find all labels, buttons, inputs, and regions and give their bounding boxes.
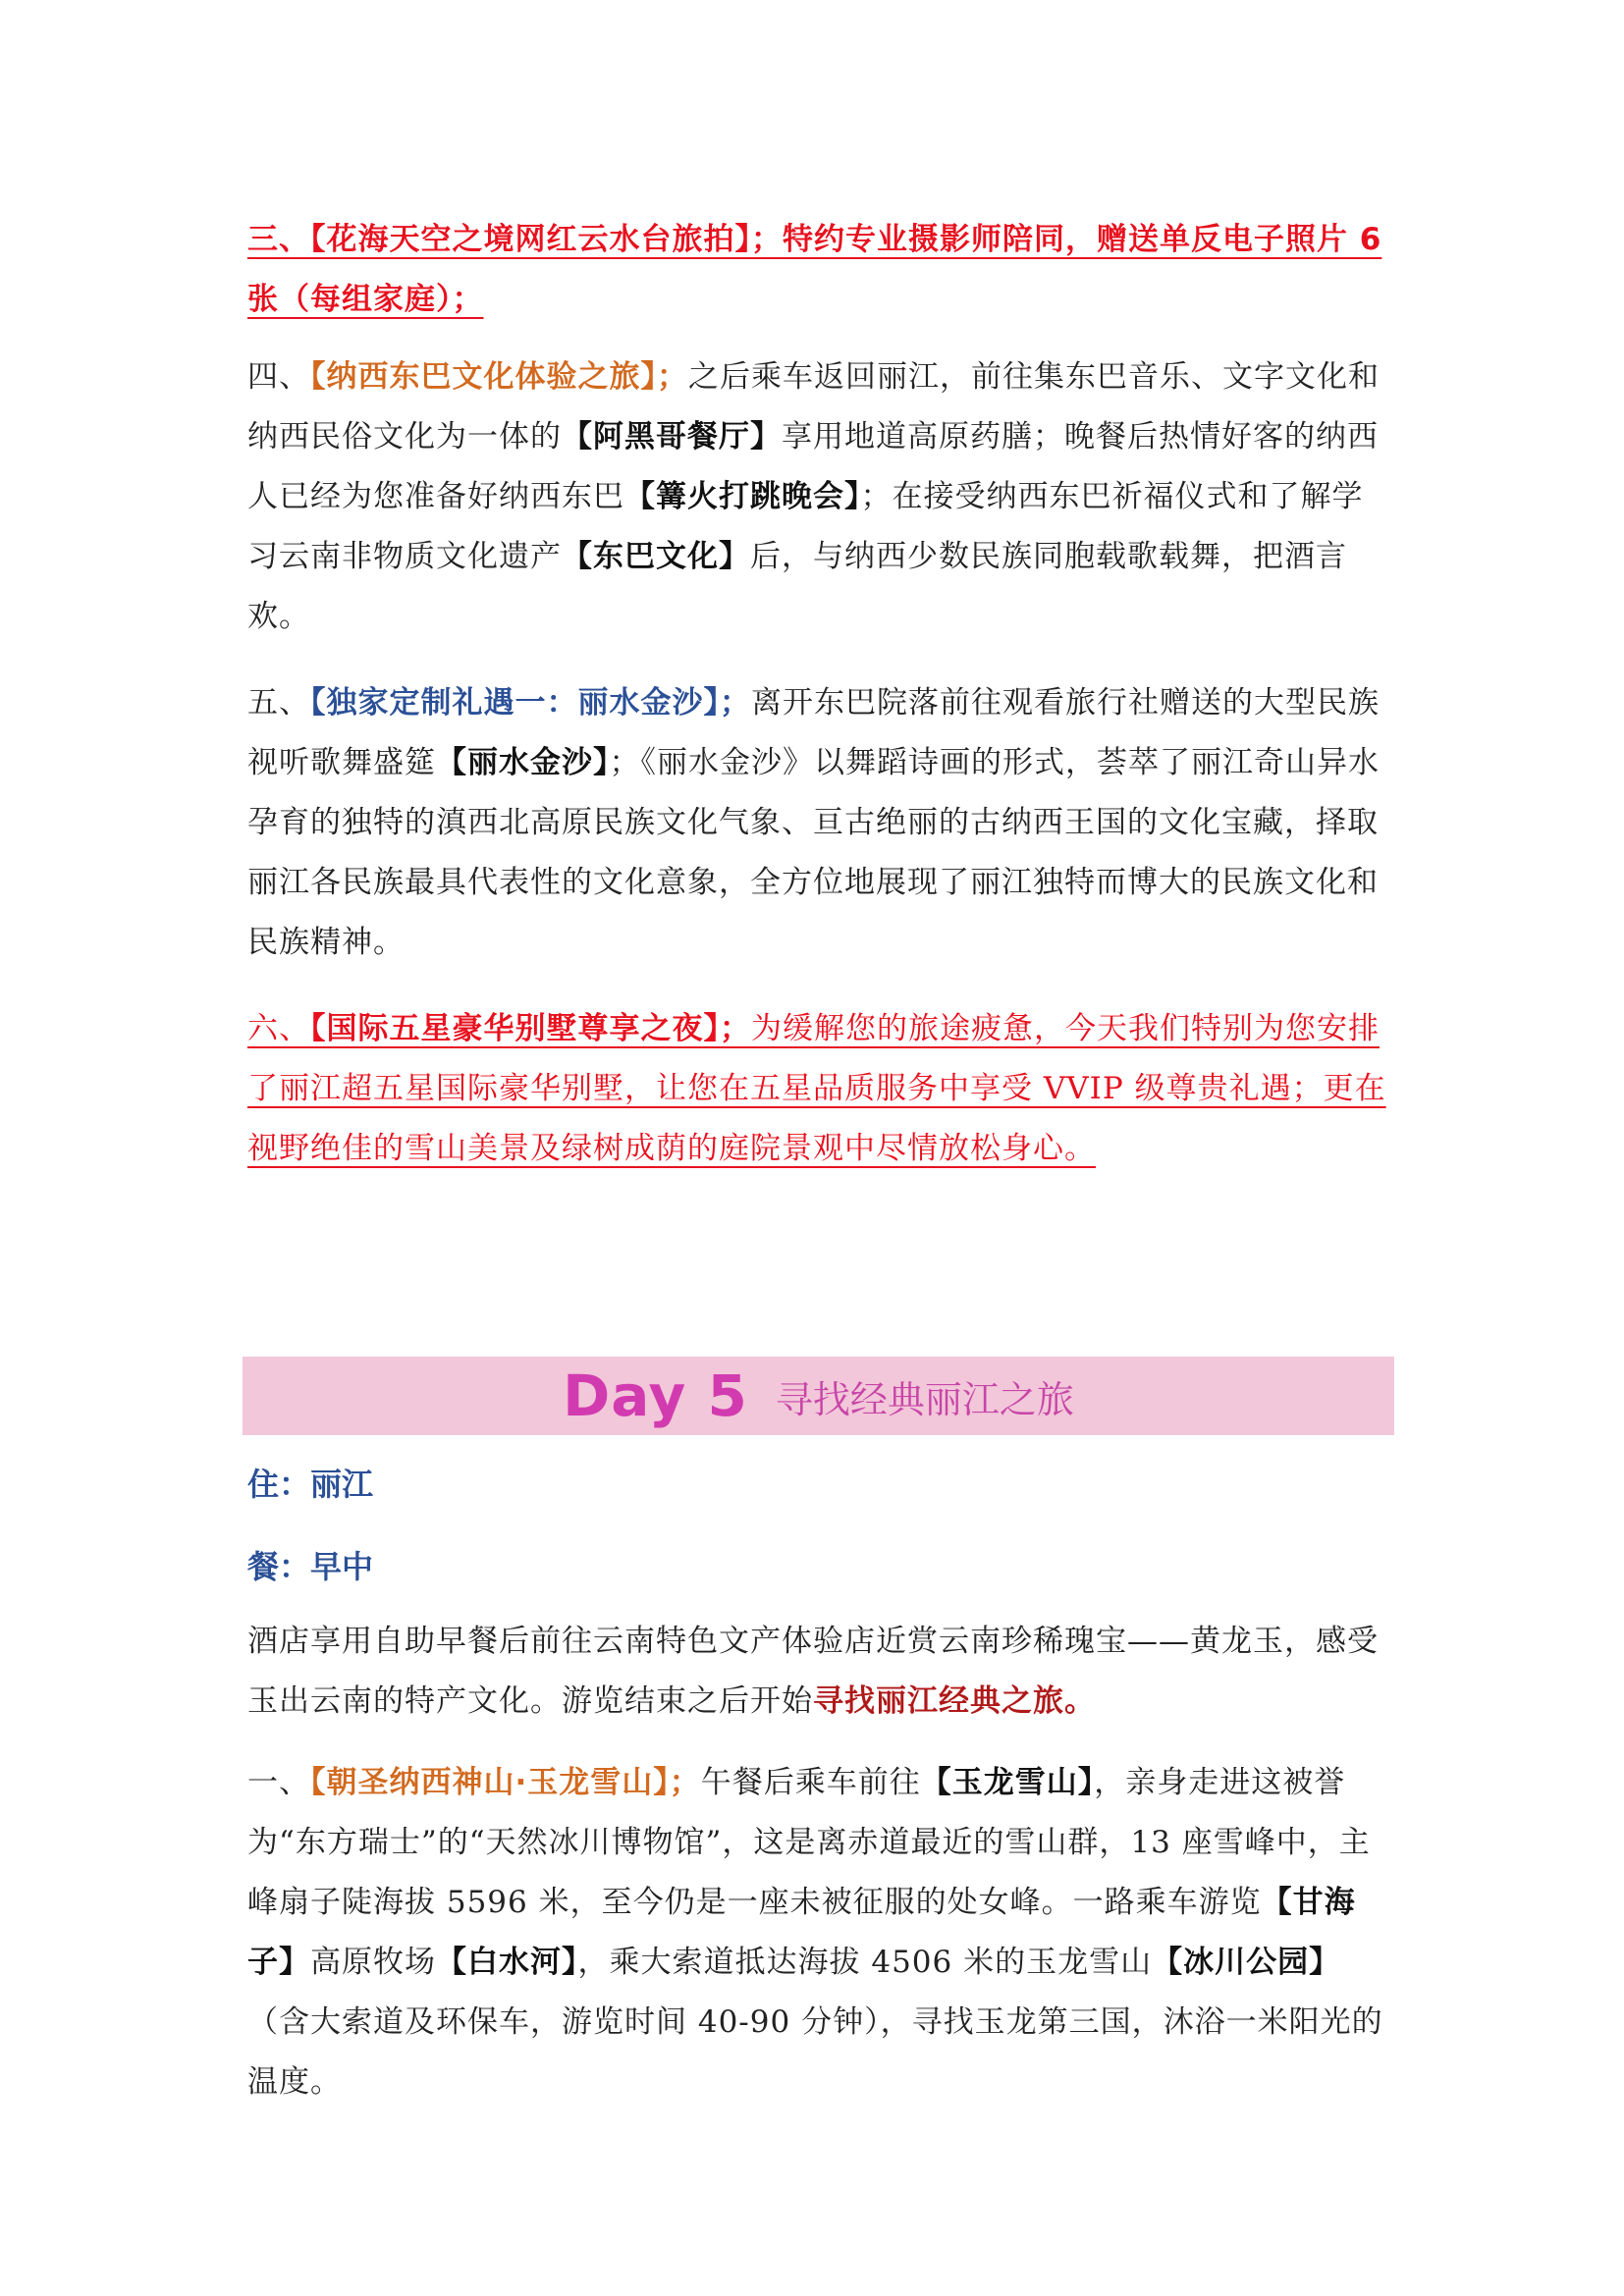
section-1-keyword-2: 【甘海子】 [247, 1885, 1356, 1980]
section-4-body-1: 之后乘车返回丽江，前往集东巴音乐、文字文化和纳西民俗文化为一体的 [247, 359, 1380, 454]
section-5-prefix: 五、 [247, 685, 310, 721]
section-6-body: 为缓解您的旅途疲惫，今天我们特别为您安排了丽江超五星国际豪华别墅，让您在五星品质服务中享受 VVIP 级尊贵礼遇；更在视野绝佳的雪山美景及绿树成荫的庭院景观中尽情放松身心。 [247, 1011, 1386, 1166]
section-4-body-4: 后，与纳西少数民族同胞载歌载舞，把酒言欢。 [247, 539, 1347, 634]
day-intro-text [247, 1612, 1386, 1732]
section-6 [247, 999, 1386, 1179]
section-4-title: 【纳西东巴文化体验之旅】； [310, 359, 688, 395]
section-4-body-2: 享用地道高原药膳；晚餐后热情好客的纳西人已经为您准备好纳西东巴 [247, 419, 1379, 514]
section-1-body-5: （含大索道及环保车，游览时间 40-90 分钟），寻找玉龙第三国，沐浴一米阳光的温度。 [247, 2004, 1383, 2100]
section-6-title: 【国际五星豪华别墅尊享之夜】； [310, 1011, 751, 1046]
section-5-keyword-1: 【丽水金沙】 [436, 745, 610, 780]
section-4-keyword-2: 【篝火打跳晚会】 [624, 479, 861, 514]
section-4 [247, 347, 1386, 647]
section-1-body-1: 午餐后乘车前往 [700, 1765, 921, 1800]
section-4-body-3: ；在接受纳西东巴祈福仪式和了解学习云南非物质文化遗产 [247, 479, 1364, 574]
section-5-body-1: 离开东巴院落前往观看旅行社赠送的大型民族视听歌舞盛筵 [247, 685, 1380, 780]
section-1-keyword-3: 【白水河】 [436, 1945, 578, 1980]
section-4-keyword-1: 【阿黑哥餐厅】 [562, 419, 782, 454]
section-1-title: 【朝圣纳西神山·玉龙雪山】； [310, 1765, 701, 1800]
section-4-keyword-3: 【东巴文化】 [562, 539, 750, 574]
section-3-text: 三、【花海天空之境网红云水台旅拍】；特约专业摄影师陪同，赠送单反电子照片 6 张（每组家庭）； [247, 222, 1382, 317]
section-1-body-4: ，乘大索道抵达海拔 4506 米的玉龙雪山 [577, 1945, 1153, 1980]
section-1 [247, 1753, 1386, 2112]
section-5-title: 【独家定制礼遇一：丽水金沙】； [310, 685, 751, 721]
section-5-body-2: ；《丽水金沙》以舞蹈诗画的形式，荟萃了丽江奇山异水孕育的独特的滇西北高原民族文化气象、亘古绝丽的古纳西王国的文化宝藏，择取丽江各民族最具代表性的文化意象，全方位地展现了丽江独特而博大的民族文化和民族精神。 [247, 745, 1380, 960]
accommodation: 住：丽江 [247, 1466, 374, 1503]
day-intro [247, 1612, 1386, 1732]
section-1-body-3: 高原牧场 [310, 1945, 436, 1980]
section-1-keyword-4: 【冰川公园】 [1152, 1945, 1341, 1980]
section-4-prefix: 四、 [247, 359, 310, 395]
section-1-prefix: 一、 [247, 1765, 310, 1800]
section-4-text [247, 347, 1386, 647]
day-intro-highlight: 寻找丽江经典之旅。 [813, 1683, 1096, 1719]
day-number: Day 5 [563, 1362, 748, 1429]
day-intro-body: 酒店享用自助早餐后前往云南特色文产体验店近赏云南珍稀瑰宝——黄龙玉，感受玉出云南的特产文化。游览结束之后开始 [247, 1624, 1379, 1719]
section-1-text [247, 1753, 1386, 2112]
section-5-text [247, 673, 1386, 973]
section-1-body-2: ，亲身走进这被誉为“东方瑞士”的“天然冰川博物馆”，这是离赤道最近的雪山群，13 座雪峰中，主峰扇子陡海拔 5596 米，至今仍是一座未被征服的处女峰。一路乘车游览 [247, 1765, 1371, 1920]
section-5 [247, 673, 1386, 973]
section-6-prefix: 六、 [247, 1011, 310, 1046]
day-title: 寻找经典丽江之旅 [775, 1377, 1074, 1421]
meals: 餐：早中 [247, 1548, 374, 1585]
section-3 [247, 210, 1386, 330]
section-6-text [247, 999, 1386, 1179]
section-1-keyword-1: 【玉龙雪山】 [920, 1765, 1095, 1800]
day-banner [243, 1357, 1394, 1435]
